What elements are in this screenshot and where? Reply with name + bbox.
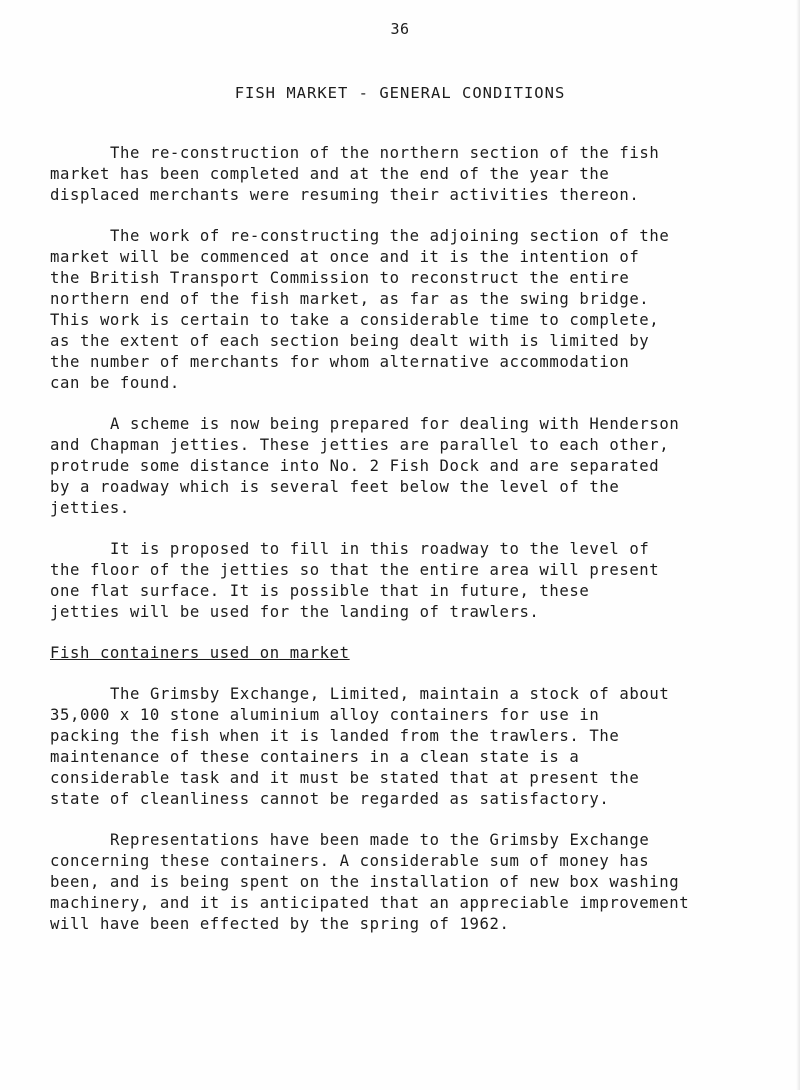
paragraph-line: concerning these containers. A considerable sum of money has — [50, 852, 650, 870]
paragraph-line: 35,000 x 10 stone aluminium alloy containers for use in — [50, 706, 600, 724]
page-title: FISH MARKET - GENERAL CONDITIONS — [234, 84, 566, 102]
section-heading: Fish containers used on market — [50, 644, 350, 662]
paragraph-line: as the extent of each section being dealt with is limited by — [50, 332, 650, 350]
paragraph-line: market will be commenced at once and it is the intention of — [50, 248, 640, 266]
paragraph-line: jetties. — [50, 499, 130, 517]
paragraph-line: The Grimsby Exchange, Limited, maintain a stock of about — [110, 685, 670, 703]
paragraph-line: and Chapman jetties. These jetties are parallel to each other, — [50, 436, 670, 454]
paragraph-line: protrude some distance into No. 2 Fish Dock and are separated — [50, 457, 660, 475]
paragraph-line: packing the fish when it is landed from the trawlers. The — [50, 727, 620, 745]
paragraph-line: the floor of the jetties so that the entire area will present — [50, 561, 660, 579]
paragraph-line: considerable task and it must be stated that at present the — [50, 769, 640, 787]
paragraph-line: the number of merchants for whom alternative accommodation — [50, 353, 630, 371]
paragraph-line: Representations have been made to the Grimsby Exchange — [110, 831, 650, 849]
paragraph-line: The work of re-constructing the adjoining section of the — [110, 227, 670, 245]
paragraph-line: by a roadway which is several feet below the level of the — [50, 478, 620, 496]
paragraph-line: will have been effected by the spring of 1962. — [50, 915, 510, 933]
paragraph-line: A scheme is now being prepared for dealing with Henderson — [110, 415, 680, 433]
section-paragraph-1 — [50, 684, 780, 810]
paragraph-line: state of cleanliness cannot be regarded as satisfactory. — [50, 790, 610, 808]
paragraph-3 — [50, 414, 780, 519]
paragraph-2 — [50, 226, 780, 394]
paragraph-line: machinery, and it is anticipated that an appreciable improvement — [50, 894, 690, 912]
paragraph-4 — [50, 539, 780, 623]
document-body — [50, 143, 780, 955]
paragraph-line: been, and is being spent on the installation of new box washing — [50, 873, 680, 891]
paragraph-line: can be found. — [50, 374, 180, 392]
paragraph-line: displaced merchants were resuming their activities thereon. — [50, 186, 640, 204]
paragraph-line: the British Transport Commission to reconstruct the entire — [50, 269, 630, 287]
paragraph-line: It is proposed to fill in this roadway to the level of — [110, 540, 650, 558]
paragraph-line: northern end of the fish market, as far as the swing bridge. — [50, 290, 650, 308]
paragraph-line: The re-construction of the northern section of the fish — [110, 144, 660, 162]
paragraph-line: jetties will be used for the landing of trawlers. — [50, 603, 540, 621]
paragraph-line: one flat surface. It is possible that in future, these — [50, 582, 590, 600]
section-paragraph-2 — [50, 830, 780, 935]
paragraph-1 — [50, 143, 780, 206]
paragraph-line: This work is certain to take a considerable time to complete, — [50, 311, 660, 329]
paragraph-line: market has been completed and at the end of the year the — [50, 165, 610, 183]
scan-edge-shadow — [796, 0, 800, 1090]
page-number: 36 — [390, 20, 410, 38]
paragraph-line: maintenance of these containers in a clean state is a — [50, 748, 580, 766]
